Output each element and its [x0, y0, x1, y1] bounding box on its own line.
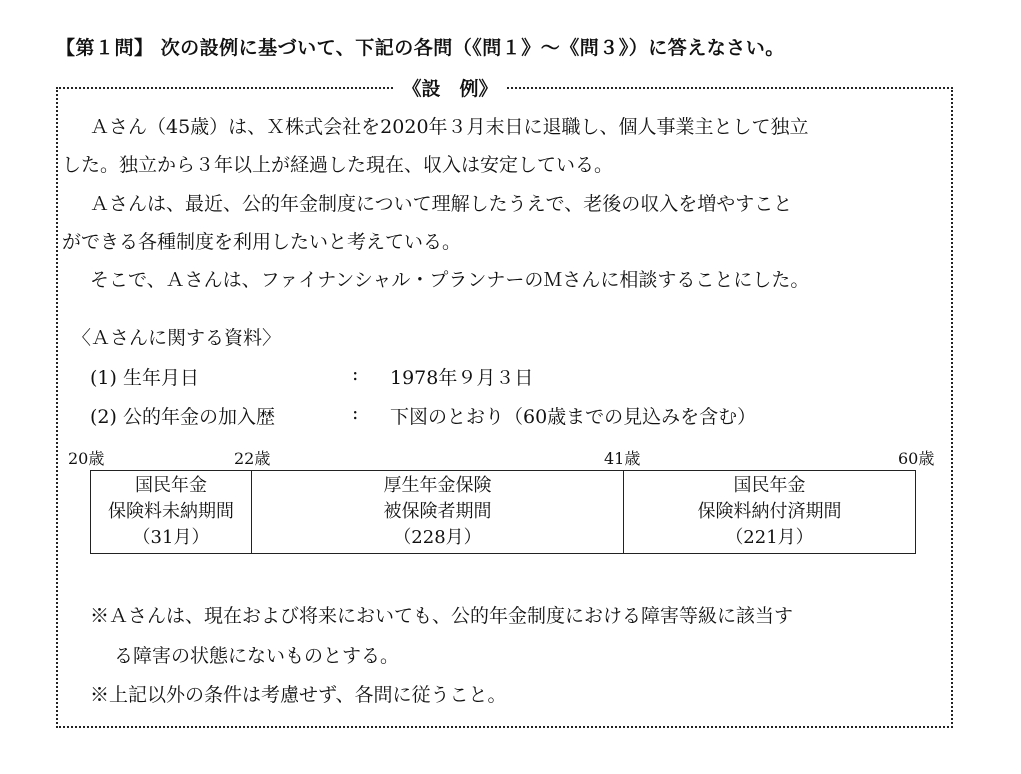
- material-label-birth: (1) 生年月日: [90, 367, 199, 389]
- material-sep-pension: :: [352, 402, 359, 424]
- case-paragraph-1: Ａさん（45歳）は、Ｘ株式会社を2020年３月末日に退職し、個人事業主として独立: [90, 116, 809, 138]
- material-label-pension: (2) 公的年金の加入歴: [90, 406, 275, 428]
- age-label-41: 41歳: [604, 449, 641, 468]
- timeline-segment-paid: [624, 471, 915, 553]
- case-paragraph-2: Ａさんは、最近、公的年金制度について理解したうえで、老後の収入を増やすこと: [90, 193, 793, 215]
- segment-subtitle: 保険料未納期間: [108, 501, 234, 522]
- material-sep-birth: :: [352, 363, 359, 385]
- segment-subtitle: 被保険者期間: [383, 501, 492, 522]
- case-paragraph-1-cont: した。独立から３年以上が経過した現在、収入は安定している。: [62, 154, 614, 176]
- material-value-birth: 1978年９月３日: [390, 367, 534, 389]
- age-label-20: 20歳: [68, 449, 105, 468]
- pension-timeline: [90, 470, 916, 554]
- note-disability-cont: る障害の状態にないものとする。: [114, 645, 400, 667]
- question-title: 【第１問】 次の設例に基づいて、下記の各問（《問１》～《問３》）に答えなさい。: [56, 37, 785, 59]
- timeline-segment-unpaid: [91, 471, 252, 553]
- age-label-22: 22歳: [234, 449, 271, 468]
- timeline-segment-employee: [252, 471, 624, 553]
- note-disability: ※Ａさんは、現在および将来においても、公的年金制度における障害等級に該当す: [90, 605, 794, 627]
- materials-heading: 〈Ａさんに関する資料〉: [72, 327, 282, 349]
- segment-title: 国民年金: [135, 475, 207, 496]
- note-conditions: ※上記以外の条件は考慮せず、各問に従うこと。: [90, 684, 507, 706]
- segment-months: （31月）: [132, 527, 210, 548]
- case-label: 《設 例》: [394, 74, 505, 101]
- segment-title: 厚生年金保険: [383, 475, 492, 496]
- segment-subtitle: 保険料納付済期間: [697, 501, 842, 522]
- case-paragraph-2-cont: ができる各種制度を利用したいと考えている。: [62, 231, 462, 253]
- case-paragraph-3: そこで、Ａさんは、ファイナンシャル・プランナーのＭさんに相談することにした。: [90, 269, 810, 291]
- segment-title: 国民年金: [733, 475, 806, 496]
- age-label-60: 60歳: [898, 449, 935, 468]
- material-value-pension: 下図のとおり（60歳までの見込みを含む）: [390, 406, 757, 428]
- segment-months: （221月）: [725, 527, 814, 548]
- segment-months: （228月）: [393, 527, 482, 548]
